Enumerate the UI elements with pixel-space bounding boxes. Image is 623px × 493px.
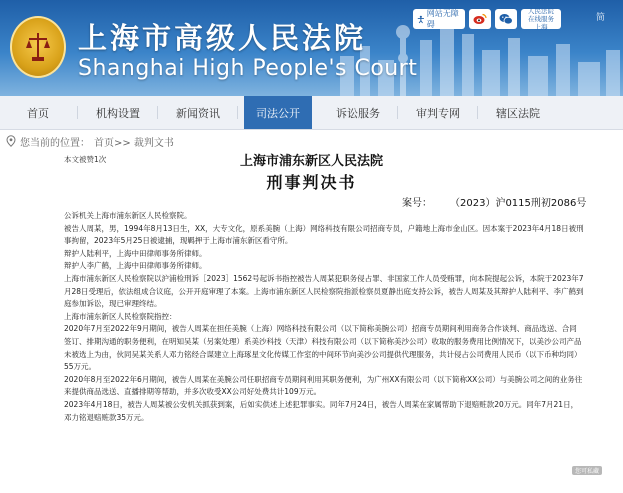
wechat-icon — [499, 13, 513, 25]
language-switch[interactable]: 简 — [596, 13, 606, 23]
online-service-button[interactable] — [521, 9, 561, 29]
breadcrumb — [6, 133, 174, 149]
paragraph-arrest: 2023年4月18日，被告人周某被公安机关抓获到案，后如实供述上述犯罪事实。同年7月24日，被告人周某在家属帮助下退赔赃款20万元。同年7月21日，邓力铭退赔赃款35万元。 — [64, 399, 579, 422]
accessibility-icon — [417, 15, 425, 24]
nav-label: 司法公开 — [256, 106, 300, 120]
location-pin-icon — [6, 135, 16, 147]
paragraph-defendant: 被告人周某，男，1994年8月13日生，XX，大专文化，原系美腕（上海）网络科技有限公司招商专员，户籍地上海市金山区。因本案于2023年4月18日被刑事拘留，2023年5月25日被逮捕，现羁押于上海市浦东新区看守所。 — [64, 223, 584, 246]
online-service-label: 人民法院在线服务上海 — [528, 7, 554, 31]
paragraph-charge-2: 2020年8月至2022年6月期间，被告人周某在美腕公司任职招商专员期间利用其职务便利，为广州XX有限公司（以下简称XX公司）与美腕公司之间的业务往来提供商品选送、直播排期等帮助，并多次收受XX公司好处费共计109万元。 — [64, 374, 583, 397]
accessibility-label: 网站无障碍 — [426, 9, 459, 29]
nav-label: 诉讼服务 — [336, 106, 380, 120]
accessibility-button[interactable] — [413, 9, 465, 29]
nav-item-news[interactable] — [164, 96, 232, 129]
breadcrumb-label: 您当前的位置： — [20, 137, 90, 149]
nav-label: 首页 — [27, 106, 49, 120]
paragraph-defender-2: 辩护人李广鹤，上海中田律师事务所律师。 — [64, 261, 207, 271]
nav-item-litigation-service[interactable] — [324, 96, 392, 129]
paragraph-defender-1: 辩护人陆利平，上海中田律师事务所律师。 — [64, 248, 207, 258]
site-title: 上海市高级人民法院 — [78, 21, 367, 55]
case-number: （2023）沪0115刑初2086号 — [450, 198, 587, 209]
court-emblem-icon — [10, 16, 66, 78]
nav-divider — [397, 106, 398, 119]
case-number-label: 案号： — [402, 198, 432, 209]
nav-item-district-courts[interactable] — [484, 96, 552, 129]
site-title-english: Shanghai High People's Court — [78, 56, 418, 81]
wechat-button[interactable] — [495, 9, 517, 29]
main-nav — [0, 96, 623, 130]
paragraph-procedure: 上海市浦东新区人民检察院以沪浦检刑诉［2023］1562号起诉书指控被告人周某犯职务侵占罪、非国家工作人员受贿罪，向本院提起公诉，本院于2023年7月28日受理后，依法组成合议庭，公开开庭审理了本案。上海市浦东新区人民检察院指派检察员夏静出庭支持公诉，被告人周某及其辩护人陆利平、李广鹤到庭参加诉讼，现已审理终结。 — [64, 273, 584, 309]
weibo-icon — [473, 13, 487, 25]
header-tools — [413, 9, 561, 29]
nav-label: 新闻资讯 — [176, 106, 220, 120]
nav-label: 机构设置 — [96, 106, 140, 120]
nav-divider — [477, 106, 478, 119]
weibo-button[interactable] — [469, 9, 491, 29]
nav-divider — [77, 106, 78, 119]
paragraph-charges-heading: 上海市浦东新区人民检察院指控： — [64, 311, 177, 321]
nav-item-judicial-openness[interactable] — [244, 96, 312, 129]
site-banner — [0, 0, 623, 96]
nav-divider — [237, 106, 238, 119]
nav-item-organization[interactable] — [84, 96, 152, 129]
like-count: 本文被赞1次 — [64, 155, 107, 164]
breadcrumb-path[interactable]: 首页>> 裁判文书 — [94, 137, 174, 149]
nav-item-home[interactable] — [4, 96, 72, 129]
watermark: 您可私藏 — [572, 466, 602, 475]
nav-divider — [157, 106, 158, 119]
document-title: 刑事判决书 — [266, 173, 357, 192]
nav-item-trial-network[interactable] — [404, 96, 472, 129]
paragraph-prosecutor: 公诉机关上海市浦东新区人民检察院。 — [64, 211, 192, 220]
judgment-body — [64, 210, 584, 424]
nav-label: 审判专网 — [416, 106, 460, 120]
paragraph-charge-1: 2020年7月至2022年9月期间，被告人周某在担任美腕（上海）网络科技有限公司（以下简称美腕公司）招商专员期间利用商务合作谈判、商品选送、合同签订、排期沟通的职务便利，在明知吴某（另案处理）系美沙科技（天津）科技有限公司（以下简称美沙公司）收取的服务费用比例情况下，以美沙公司产品未被选上为由，伙同吴某关系人邓力铭经合谋建立上海琢星文化传媒工作室的中间环节向美沙公司提供代理服务，共计侵占公司费用人民币（以下币种均同）55万元。 — [64, 324, 582, 372]
court-name: 上海市浦东新区人民法院 — [239, 154, 383, 169]
nav-label: 辖区法院 — [496, 106, 540, 120]
